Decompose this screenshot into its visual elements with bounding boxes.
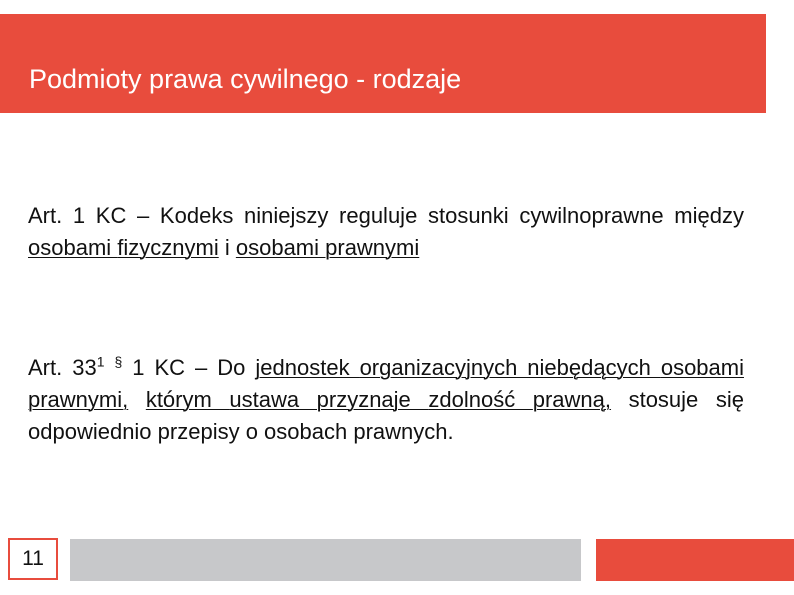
page-number: 11	[8, 538, 58, 580]
underlined-term: jednostek	[255, 355, 360, 380]
slide-title: Podmioty prawa cywilnego - rodzaje	[29, 64, 462, 94]
article-1-text: Art. 1 KC – Kodeks niniejszy reguluje stosunki cywilnoprawne między	[28, 203, 744, 228]
underlined-term: osobami	[660, 355, 744, 380]
underlined-term: prawną,	[532, 387, 612, 412]
article-33-text: 1 KC – Do	[122, 355, 256, 380]
footer-red-bar	[596, 539, 794, 581]
underlined-term: ustawa przyznaje	[229, 387, 429, 412]
article-33-text-end: stosuje się odpowiednio przepisy o osobach prawnych.	[28, 387, 744, 444]
underlined-term: fizycznymi	[117, 235, 219, 260]
underlined-term: osobami prawnymi	[235, 235, 420, 260]
article-1-paragraph	[28, 200, 744, 264]
article-1-connector: i	[218, 235, 236, 260]
underlined-term: organizacyjnych niebędących	[359, 355, 661, 380]
underlined-term: zdolność	[428, 387, 533, 412]
section-sign: §	[114, 353, 123, 370]
underlined-term: którym	[145, 387, 230, 412]
article-33-superscript: 1	[96, 353, 105, 370]
underlined-term: osobami	[28, 235, 118, 260]
underlined-term: prawnymi,	[28, 387, 129, 412]
article-33-number: Art. 33	[28, 355, 97, 380]
footer-gray-bar	[70, 539, 581, 581]
article-33-paragraph	[28, 352, 744, 448]
